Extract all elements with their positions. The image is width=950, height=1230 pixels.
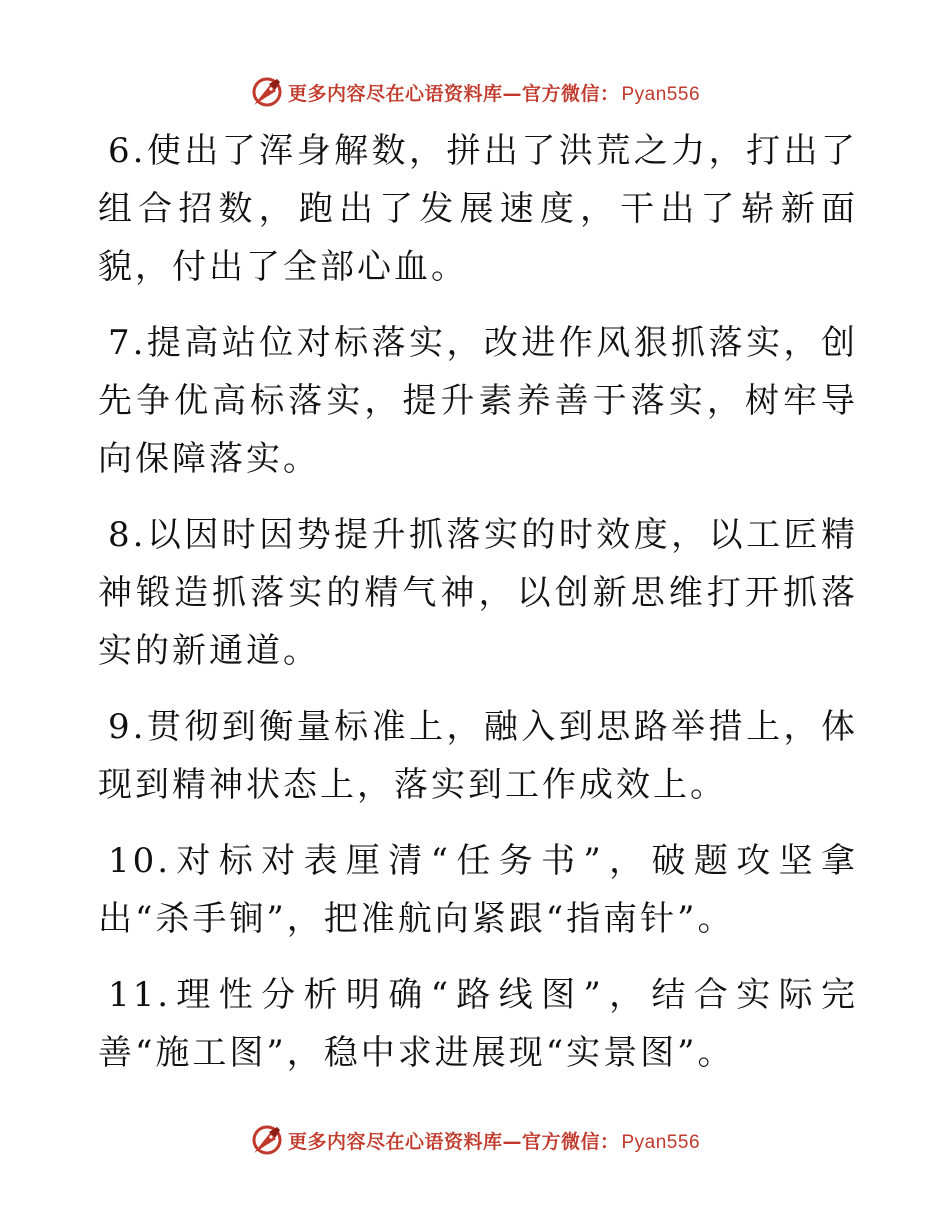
footer-separator: — [502,1130,522,1153]
pen-nib-circle-logo-icon [250,1123,284,1157]
header-handle: Pyan556 [621,83,701,105]
footer-banner-text [288,1127,700,1154]
footer-wechat-label: 官方微信： [521,1130,620,1153]
header-banner-text [288,79,700,106]
paragraph-8: 8.以因时因势提升抓落实的时效度，以工匠精神锻造抓落实的精气神，以创新思维打开抓落实的新通道。 [98,515,858,671]
header-banner [0,72,950,112]
paragraph-6: 6.使出了浑身解数，拼出了洪荒之力，打出了组合招数，跑出了发展速度，干出了崭新面貌，付出了全部心血。 [98,131,858,287]
header-wechat-label: 官方微信： [521,82,620,105]
paragraph-10: 10.对标对表厘清“任务书”，破题攻坚拿出“杀手锏”，把准航向紧跟“指南针”。 [98,841,858,939]
document-body [98,122,858,1100]
footer-handle: Pyan556 [621,1131,701,1153]
footer-main-text: 更多内容尽在心语资料库 [287,1130,503,1153]
paragraph-11: 11.理性分析明确“路线图”，结合实际完善“施工图”，稳中求进展现“实景图”。 [98,975,858,1073]
paragraph-9: 9.贯彻到衡量标准上，融入到思路举措上，体现到精神状态上，落实到工作成效上。 [98,707,858,805]
paragraph-7: 7.提高站位对标落实，改进作风狠抓落实，创先争优高标落实，提升素养善于落实，树牢导向保障落实。 [98,323,858,479]
header-separator: — [502,82,522,105]
footer-banner [0,1120,950,1160]
header-main-text: 更多内容尽在心语资料库 [287,82,503,105]
pen-nib-circle-logo-icon [250,75,284,109]
